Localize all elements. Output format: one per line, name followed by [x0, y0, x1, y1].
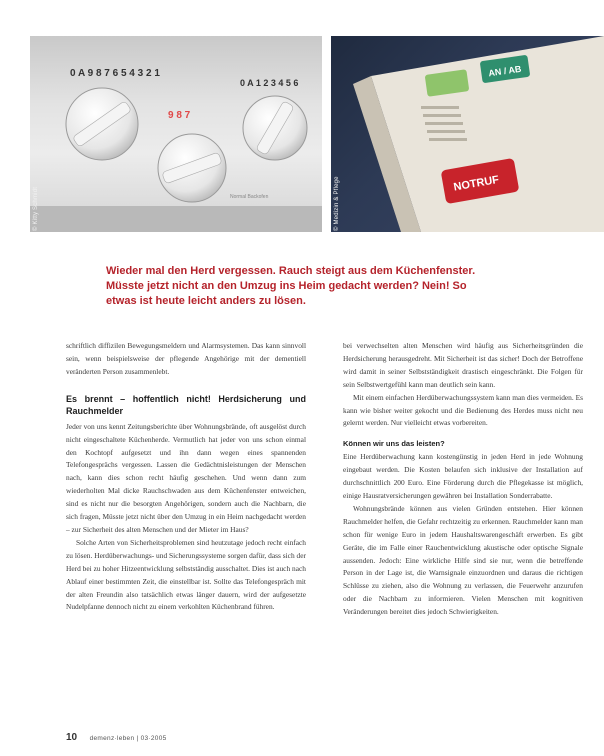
section-heading-costs: Können wir uns das leisten? [343, 439, 445, 449]
right-paragraph-3: Eine Herdüberwachung kann kostengünstig in jeden Herd in jede Wohnung eingebaut werden. Die Kosten belaufen sich inklusive der Installation auf durchschnittlich 200 Euro. Eine Förderung durch die Pflegekasse ist möglich, einige Hausratversicherungen gewähren bei Installation Sonderrabatte. [343, 452, 583, 500]
left-paragraph-2: Solche Arten von Sicherheitsproblemen sind heutzutage jedoch recht einfach zu lösen. Herdüberwachungs- und Sicherungssysteme sorgen dafür, dass sich der Herd bei zu hoher Hitzeentwicklung selbstständig ausschaltet. Dies ist auch nach Ablauf einer bestimmten Zeit, die einstellbar ist. Sollte das Telefongespräch mit der alten Freundin also tatsächlich etwas länger dauern, wird der aufgesetzte Nudelpfanne dennoch nicht zu einem verkohlten Küchenbrand führen. [66, 537, 306, 612]
knob-middle [158, 134, 226, 202]
magazine-name: demenz·leben | 03·2005 [89, 735, 167, 742]
left-intro-paragraph: schriftlich diffizilen Bewegungsmeldern und Alarmsystemen. Das kann sinnvoll sein, wenn beispielsweise der pflegende Angehörige mit der dementiell veränderten Person zusammenlebt. [66, 341, 306, 376]
dial-highlight-numbers: 9 8 7 [168, 110, 191, 121]
stove-plate-text: Normal Backofen [230, 194, 269, 200]
article-column-right [343, 340, 583, 619]
right-paragraph-4: Wohnungsbrände können aus vielen Gründen entstehen. Hier können Rauchmelder helfen, die Gefahr rechtzeitig zu erkennen. Rauchmelder kann man schon für wenige Euro in jedem Haushaltswarengeschäft erwerben. Es gibt Geräte, die im Falle einer Rauchentwicklung akustische oder optische Signale aussenden. Jedoch: Eine wirkliche Hilfe sind sie nur, wenn die betreffende Person in der Lage ist, die Warnsignale einzuordnen und daraus die richtigen Schlüsse zu ziehen, also die Wohnung zu verlassen, die Feuerwehr anzurufen oder die Nachbarn zu informieren. Vielen Menschen mit kognitiven Veränderungen bereitet dies jedoch Schwierigkeiten. [343, 503, 583, 617]
page-footer [66, 727, 167, 745]
left-paragraph-1: Jeder von uns kennt Zeitungsberichte über Wohnungsbrände, oft ausgelöst durch nicht eingeschaltete Küchenherde. Vermutlich hat jeder von uns schon einmal den Kochtopf aufgesetzt und ihn dann wegen eines spannenden Telefongesprächs vergessen. Lassen die Gedächtnisleistungen der Menschen nach, kann dies schon recht häufig geschehen. Und wenn dann zum wiederholten Mal dicke Rauchschwaden aus dem Küchenfenster entweichen, sind es nicht nur die besorgten Angehörigen, sondern auch die Nachbarn, die sich fragen, Müsste jetzt nicht über den Umzug in ein Heim nachgedacht werden – zur Sicherheit des alten Menschen und der Mieter im Haus? [66, 421, 306, 534]
right-paragraph-1: bei verwechselten alten Menschen wird häufig aus Sicherheitsgründen die Herdsicherung herausgedreht. Mit Sicherheit ist das sicher! Doch der Betroffene wird damit in seiner Selbstständigkeit drastisch eingeschränkt. Die Folgen für sein Selbstwertgefühl kann man deutlich sein kann. [343, 341, 583, 389]
emergency-device-illustration [331, 36, 604, 232]
stove-knobs-illustration [30, 36, 322, 232]
article-column-left [66, 340, 306, 614]
emergency-device-photo [331, 36, 604, 232]
right-paragraph-2: Mit einem einfachen Herdüberwachungssystem kann man dies vermeiden. Es kann wie bisher weiter gekocht und die Bedienung des Herdes muss nicht neu gelernt werden. Nur vielleicht etwas vorbereiten. [343, 392, 583, 428]
page-number: 10 [66, 732, 78, 743]
photo-credit-right: © Medizin & Pflege [334, 176, 340, 231]
photo-credit-left: © Kitty Schmidt [33, 186, 39, 231]
knob-right [243, 96, 307, 160]
stove-knobs-photo [30, 36, 322, 232]
section-heading-fire: Es brennt – hoffentlich nicht! Herdsicherung und Rauchmelder [66, 393, 306, 416]
alarm-button-label: NOTRUF [452, 173, 500, 194]
dial-right-numbers: 0 A 1 2 3 4 5 6 [240, 78, 299, 88]
on-off-button-label: AN / AB [487, 63, 522, 79]
dial-large-numbers: 0 A 9 8 7 6 5 4 3 2 1 [70, 68, 160, 79]
knob-large [66, 88, 138, 160]
photo-caption: Wieder mal den Herd vergessen. Rauch steigt aus dem Küchenfenster. Müsste jetzt nicht an den Umzug ins Heim gedacht werden? Nein! So etwas ist heute leicht anders zu lösen. [106, 265, 476, 307]
